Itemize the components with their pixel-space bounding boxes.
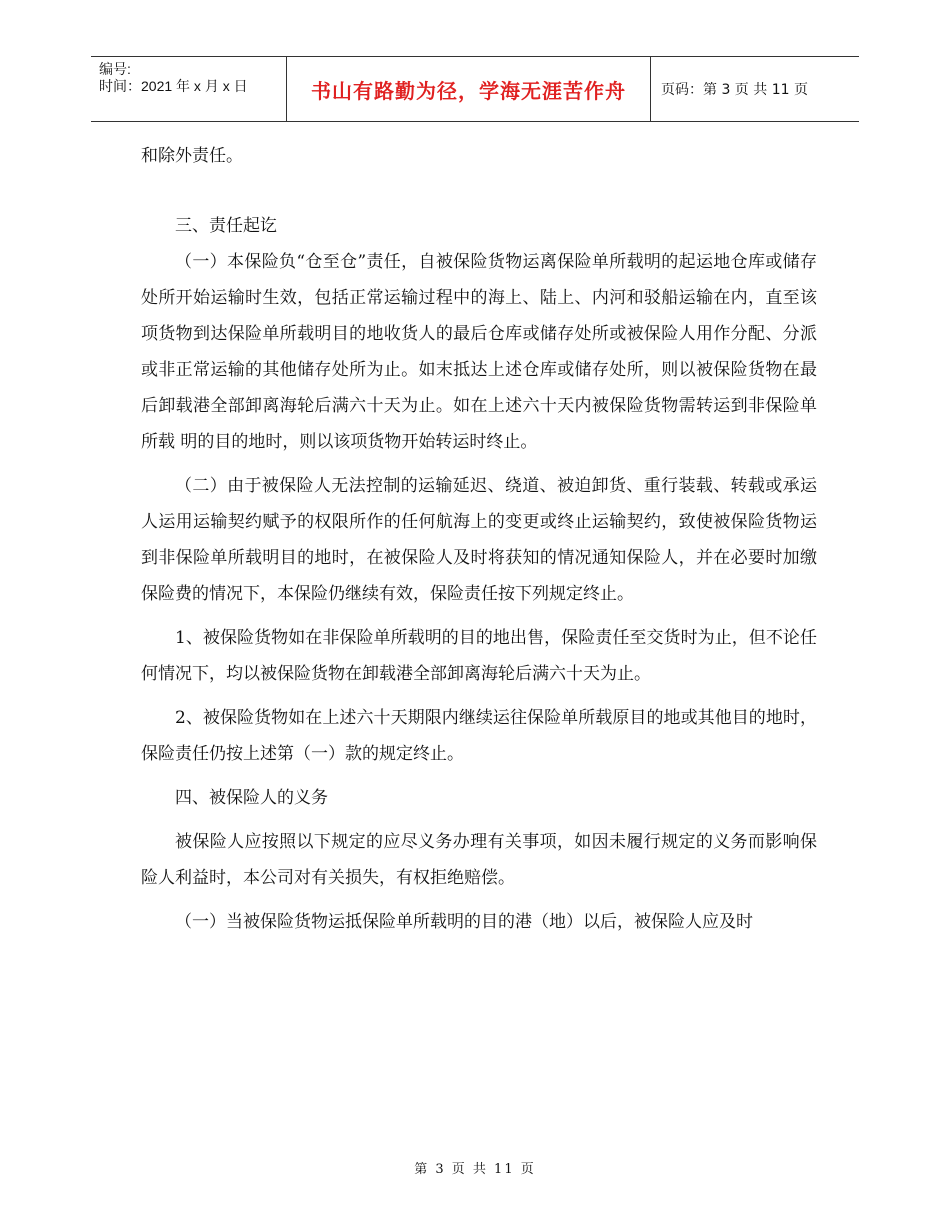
paragraph-item-two: 2、被保险货物如在上述六十天期限内继续运往保险单所载原目的地或其他目的地时，保险责任仍按上述第（一）款的规定终止。 (141, 708, 817, 764)
page-footer: 第 3 页 共 11 页 (414, 1162, 536, 1177)
paragraph-obligations: 被保险人应按照以下规定的应尽义务办理有关事项，如因未履行规定的义务而影响保险人利益时，本公司对有关损失，有权拒绝赔偿。 (141, 832, 817, 888)
paragraph-obligation-one: （一）当被保险货物运抵保险单所载明的目的港（地）以后，被保险人应及时 (175, 912, 753, 932)
section-heading-three: 三、责任起讫 (175, 216, 277, 236)
paragraph-item-one: 1、被保险货物如在非保险单所载明的目的地出售，保险责任至交货时为止，但不论任何情况下，均以被保险货物在卸载港全部卸离海轮后满六十天为止。 (141, 628, 817, 684)
paragraph-clause-two: （二）由于被保险人无法控制的运输延迟、绕道、被迫卸货、重行装载、转载或承运人运用运输契约赋予的权限所作的任何航海上的变更或终止运输契约，致使被保险货物运到非保险单所载明目的地时，在被保险人及时将获知的情况通知保险人，并在必要时加缴保险费的情况下，本保险仍继续有效，保险责任按下列规定终止。 (141, 476, 817, 604)
header-page-info: 页码：第 3 页 共 11 页 (661, 82, 808, 98)
header-motto: 书山有路勤为径，学海无涯苦作舟 (287, 57, 651, 121)
paragraph-clause-one: （一）本保险负“仓至仓”责任，自被保险货物运离保险单所载明的起运地仓库或储存处所开始运输时生效，包括正常运输过程中的海上、陆上、内河和驳船运输在内，直至该项货物到达保险单所载明目的地收货人的最后仓库或储存处所或被保险人用作分配、分派或非正常运输的其他储存处所为止。如末抵达上述仓库或储存处所，则以被保险货物在最后卸载港全部卸离海轮后满六十天为止。如在上述六十天内被保险货物需转运到非保险单所载 明的目的地时，则以该项货物开始转运时终止。 (141, 252, 817, 452)
date-label: 时间：2021 年 x 月 x 日 (99, 78, 248, 94)
section-heading-four: 四、被保险人的义务 (175, 788, 328, 808)
paragraph-continuation: 和除外责任。 (141, 146, 243, 166)
serial-number-label: 编号: (99, 61, 131, 77)
page-header (91, 56, 859, 122)
header-meta (91, 57, 287, 121)
document-body (141, 138, 817, 940)
